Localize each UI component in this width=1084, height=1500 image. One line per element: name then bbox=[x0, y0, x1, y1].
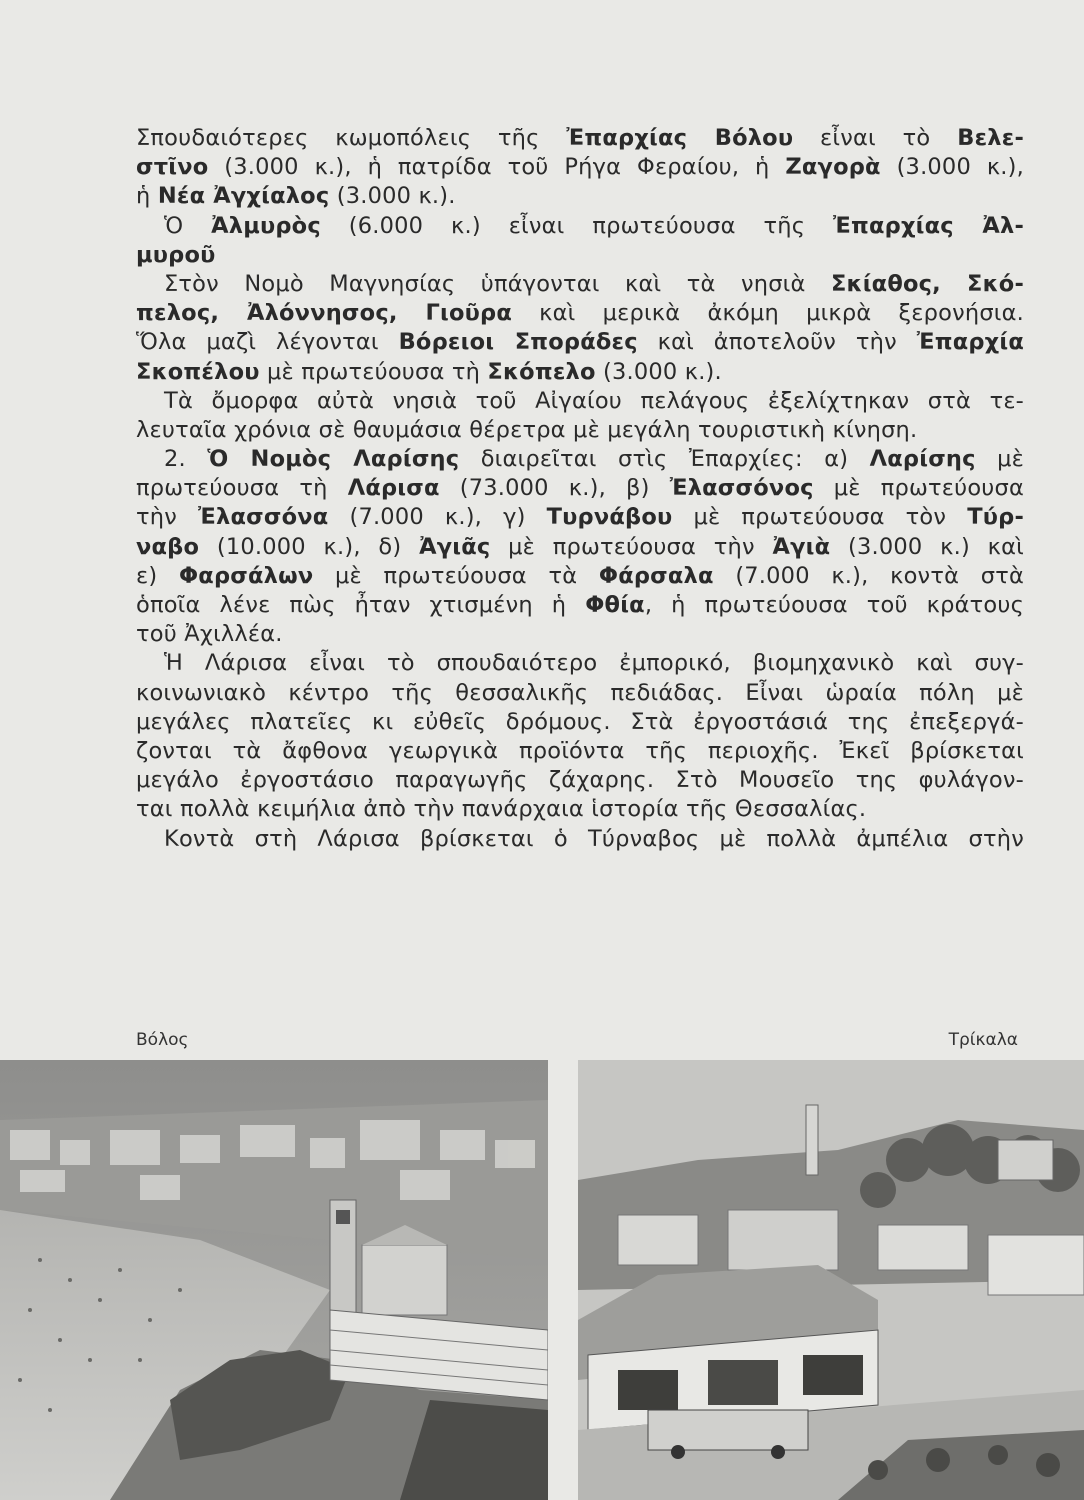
trikala-photo-image bbox=[578, 1060, 1084, 1500]
text-line: Ὅλα μαζὶ λέγονται Βόρειοι Σποράδες καὶ ἀποτελοῦν τὴν Ἐπαρχία bbox=[136, 329, 1025, 356]
text-line: λευταῖα χρόνια σὲ θαυμάσια θέρετρα μὲ μεγάλη τουριστικὴ κίνηση. bbox=[136, 416, 918, 443]
volos-photo bbox=[0, 1060, 548, 1500]
text-line: μεγάλο ἐργοστάσιο παραγωγῆς ζάχαρης. Στὸ Μουσεῖο της φυλάγον- bbox=[136, 767, 1024, 794]
text-line: Κοντὰ στὴ Λάρισα βρίσκεται ὁ Τύρναβος μὲ πολλὰ ἀμπέλια στὴν bbox=[164, 825, 1024, 852]
text-line: ε) Φαρσάλων μὲ πρωτεύουσα τὰ Φάρσαλα (7.000 κ.), κοντὰ στὰ bbox=[136, 562, 1024, 589]
text-line: πρωτεύουσα τὴ Λάρισα (73.000 κ.), β) Ἐλασσόνος μὲ πρωτεύουσα bbox=[136, 475, 1025, 502]
text-line: τὴν Ἐλασσόνα (7.000 κ.), γ) Τυρνάβου μὲ πρωτεύουσα τὸν Τύρ- bbox=[136, 504, 1024, 531]
text-line: ναβο (10.000 κ.), δ) Ἀγιᾶς μὲ πρωτεύουσα τὴν Ἀγιὰ (3.000 κ.) καὶ bbox=[136, 533, 1024, 560]
text-line: Σκοπέλου μὲ πρωτεύουσα τὴ Σκόπελο (3.000 κ.). bbox=[136, 358, 722, 385]
text-line: κοινωνιακὸ κέντρο τῆς θεσσαλικῆς πεδιάδας. Εἶναι ὡραία πόλη μὲ bbox=[136, 679, 1024, 706]
photo-caption-trikala: Τρίκαλα bbox=[948, 1030, 1018, 1050]
text-line: Τὰ ὄμορφα αὐτὰ νησιὰ τοῦ Αἰγαίου πελάγους ἐξελίχτηκαν στὰ τε- bbox=[164, 387, 1024, 414]
text-line: μεγάλες πλατεῖες κι εὐθεῖς δρόμους. Στὰ ἐργοστάσιά της ἐπεξεργά- bbox=[136, 708, 1024, 735]
text-line: Ἡ Λάρισα εἶναι τὸ σπουδαιότερο ἐμπορικό, βιομηχανικὸ καὶ συγ- bbox=[164, 650, 1024, 677]
text-line: Στὸν Νομὸ Μαγνησίας ὑπάγονται καὶ τὰ νησιὰ Σκίαθος, Σκό- bbox=[164, 270, 1024, 297]
text-line: ὁποῖα λένε πὼς ἦταν χτισμένη ἡ Φθία, ἡ πρωτεύουσα τοῦ κράτους bbox=[136, 592, 1024, 618]
text-line: Ὁ Ἀλμυρὸς (6.000 κ.) εἶναι πρωτεύουσα τῆς Ἐπαρχίας Ἀλ- bbox=[164, 212, 1024, 239]
text-line: μυροῦ bbox=[136, 241, 216, 268]
trikala-photo bbox=[578, 1060, 1084, 1500]
text-line: στῖνο (3.000 κ.), ἡ πατρίδα τοῦ Ρήγα Φεραίου, ἡ Ζαγορὰ (3.000 κ.), bbox=[136, 154, 1024, 181]
text-line: Σπουδαιότερες κωμοπόλεις τῆς Ἐπαρχίας Βόλου εἶναι τὸ Βελε- bbox=[136, 125, 1024, 151]
text-line: 2. Ὁ Νομὸς Λαρίσης διαιρεῖται στὶς Ἐπαρχίες: α) Λαρίσης μὲ bbox=[164, 446, 1024, 473]
photo-caption-volos: Βόλος bbox=[136, 1030, 189, 1050]
text-line: ζονται τὰ ἄφθονα γεωργικὰ προϊόντα τῆς περιοχῆς. Ἐκεῖ βρίσκεται bbox=[136, 737, 1024, 764]
body-text bbox=[136, 124, 1024, 854]
text-line: πελος, Ἀλόννησος, Γιοῦρα καὶ μερικὰ ἀκόμη μικρὰ ξερονήσια. bbox=[136, 300, 1024, 327]
volos-photo-image bbox=[0, 1060, 548, 1500]
text-line: τοῦ Ἀχιλλέα. bbox=[136, 621, 283, 648]
text-line: ται πολλὰ κειμήλια ἀπὸ τὴν πανάρχαια ἱστορία τῆς Θεσσαλίας. bbox=[136, 796, 867, 823]
text-line: ἡ Νέα Ἀγχίαλος (3.000 κ.). bbox=[136, 183, 456, 210]
